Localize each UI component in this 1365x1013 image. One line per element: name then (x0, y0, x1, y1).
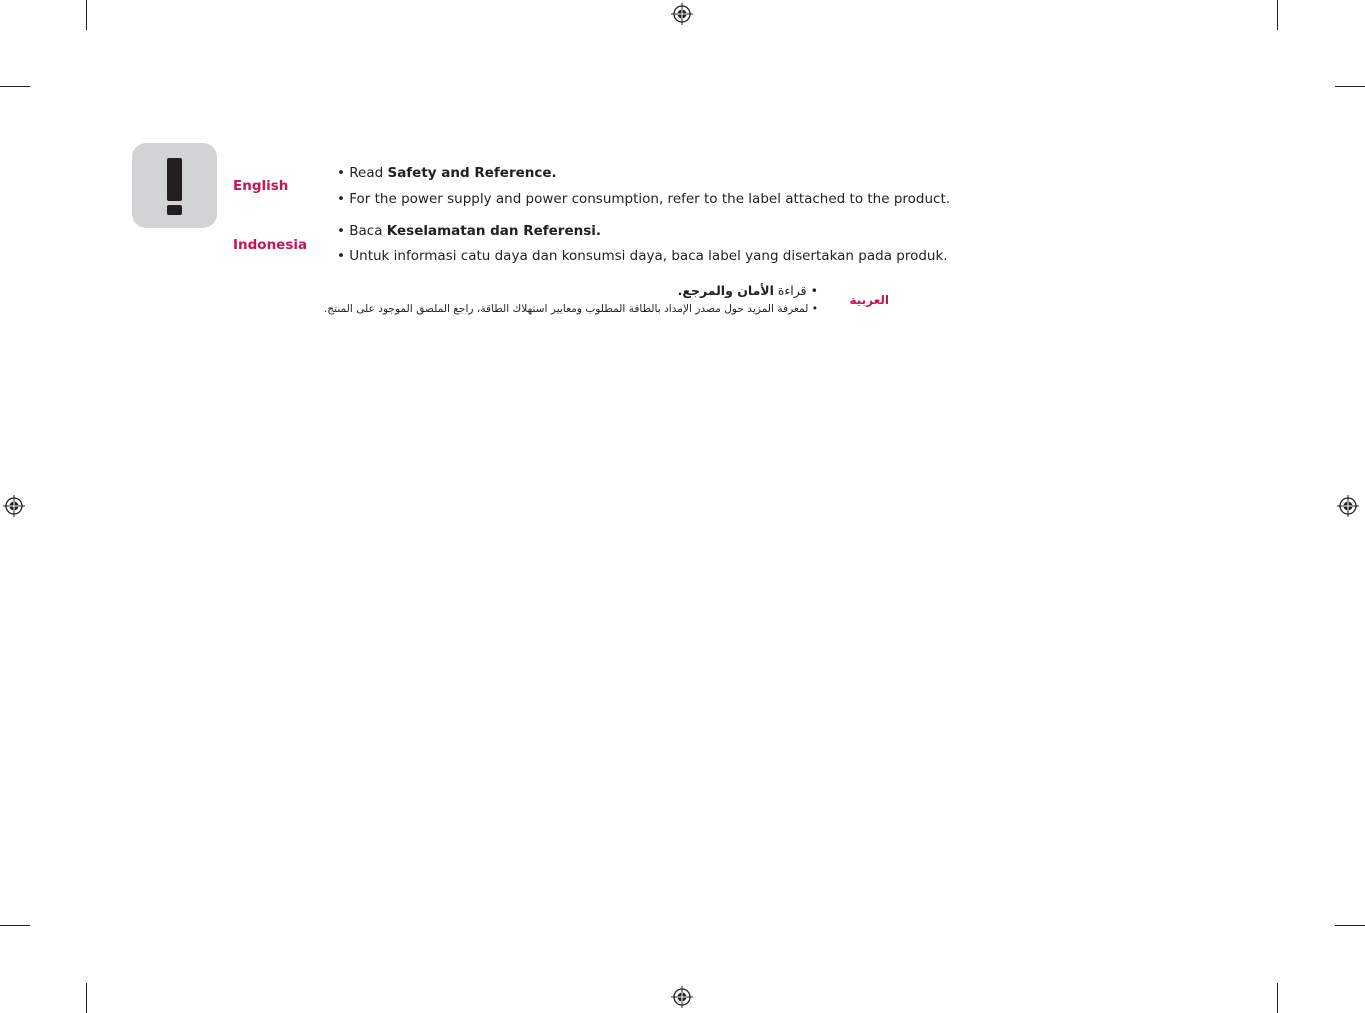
indonesia-read-title: Keselamatan dan Referensi. (386, 223, 602, 239)
arabic-read-line (678, 283, 818, 298)
registration-mark-bottom-icon (671, 986, 693, 1008)
crop-mark-bottom-right-vertical (1277, 983, 1278, 1013)
exclamation-icon (132, 143, 217, 228)
arabic-read-prefix: • قراءة (773, 283, 818, 298)
registration-mark-left-icon (3, 495, 25, 517)
language-label-arabic: العربية (849, 293, 889, 307)
crop-mark-bottom-left-vertical (86, 983, 87, 1013)
english-read-title: Safety and Reference. (387, 165, 557, 181)
indonesia-power-line: • Untuk informasi catu daya dan konsumsi daya, baca label yang disertakan pada produk. (337, 248, 948, 264)
indonesia-read-line (337, 223, 601, 239)
crop-mark-top-right-vertical (1277, 0, 1278, 30)
warning-box (132, 143, 217, 228)
registration-mark-right-icon (1337, 495, 1359, 517)
crop-mark-bottom-right-horizontal (1335, 925, 1365, 926)
language-label-indonesia: Indonesia (233, 237, 308, 253)
crop-mark-top-left-horizontal (0, 86, 30, 87)
english-read-prefix: • Read (337, 165, 388, 181)
arabic-power-line: • لمعرفة المزيد حول مصدر الإمداد بالطاقة المطلوب ومعايير استهلاك الطاقة، راجع الملصق الموجود على المنتج. (323, 303, 818, 315)
language-label-english: English (233, 178, 289, 194)
crop-mark-top-right-horizontal (1335, 86, 1365, 87)
indonesia-read-prefix: • Baca (337, 223, 387, 239)
english-power-line: • For the power supply and power consumption, refer to the label attached to the product. (337, 191, 951, 207)
arabic-read-title: الأمان والمرجع. (677, 283, 774, 298)
english-read-line (337, 165, 557, 181)
registration-mark-top-icon (671, 3, 693, 25)
crop-mark-bottom-left-horizontal (0, 925, 30, 926)
crop-mark-top-left-vertical (86, 0, 87, 30)
